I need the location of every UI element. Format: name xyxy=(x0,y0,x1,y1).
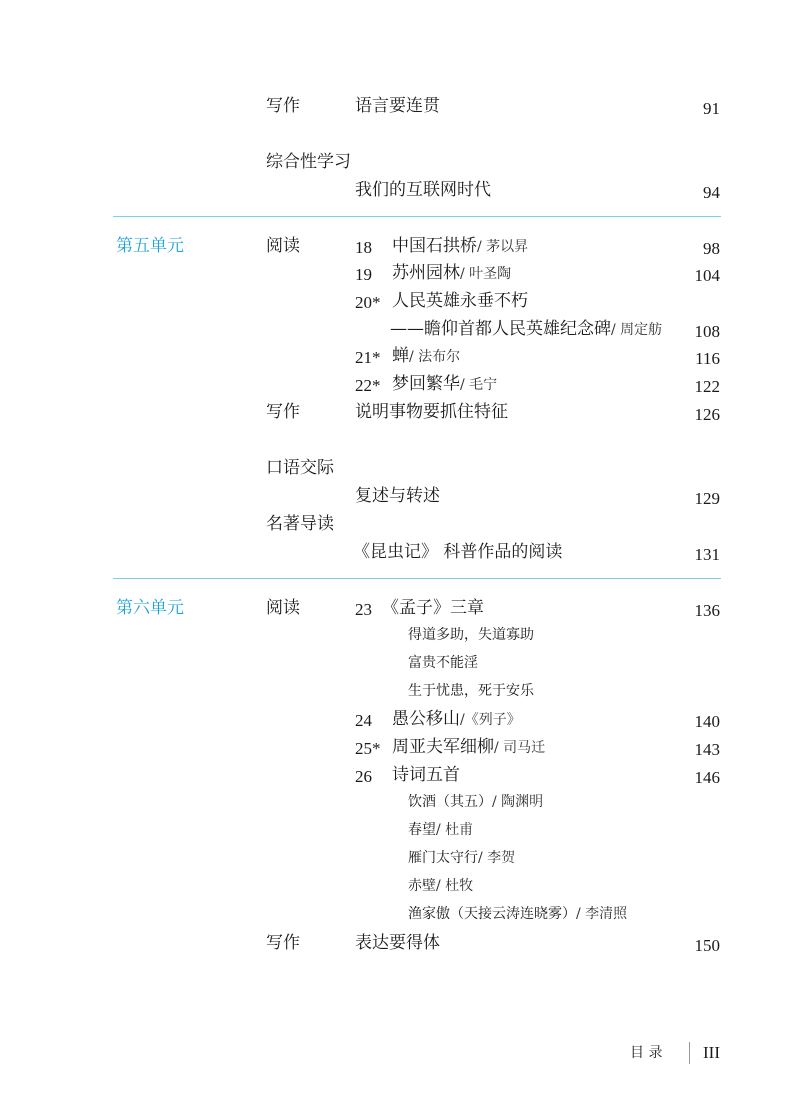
category-writing: 写作 xyxy=(266,96,300,116)
page-number: 146 xyxy=(694,768,720,787)
section-divider xyxy=(113,216,721,217)
lesson-title[interactable]: 中国石拱桥/ 茅以昇 xyxy=(392,236,529,256)
lesson-number: 24 xyxy=(355,711,372,730)
sub-item[interactable]: 富贵不能淫 xyxy=(408,655,478,671)
poem-author: / 杜牧 xyxy=(436,878,474,894)
poem-author: / 李清照 xyxy=(576,906,628,922)
category-writing: 写作 xyxy=(266,402,300,422)
lesson-title[interactable]: 愚公移山/《列子》 xyxy=(392,709,521,729)
page-number: 104 xyxy=(694,266,720,285)
poem-author: / 李贺 xyxy=(478,850,516,866)
lesson-title[interactable]: 诗词五首 xyxy=(392,765,460,785)
lesson-number: 22* xyxy=(355,376,381,395)
poem-item[interactable]: 赤壁/ 杜牧 xyxy=(408,878,474,894)
page-number: 98 xyxy=(703,239,720,258)
page-number: 94 xyxy=(703,183,720,202)
page-number: 140 xyxy=(694,712,720,731)
footer-page-numeral: III xyxy=(703,1043,720,1062)
category-writing: 写作 xyxy=(266,933,300,953)
lesson-author: /《列子》 xyxy=(460,712,521,728)
lesson-title[interactable]: 人民英雄永垂不朽 xyxy=(392,291,528,311)
page-number: 126 xyxy=(694,405,720,424)
unit-label-5: 第五单元 xyxy=(116,236,184,256)
toc-entry-title[interactable]: 语言要连贯 xyxy=(355,96,440,116)
lesson-subtitle: ——瞻仰首都人民英雄纪念碑/ 周定舫 xyxy=(390,319,663,339)
page-number: 136 xyxy=(694,601,720,620)
page-number: 143 xyxy=(694,740,720,759)
lesson-author: / 司马迁 xyxy=(494,740,546,756)
poem-author: / 杜甫 xyxy=(436,822,474,838)
lesson-title[interactable]: 蝉/ 法布尔 xyxy=(392,346,461,366)
poem-author: / 陶渊明 xyxy=(492,794,544,810)
lesson-number: 25* xyxy=(355,739,381,758)
category-reading: 阅读 xyxy=(266,598,300,618)
toc-entry-title[interactable]: 复述与转述 xyxy=(355,486,440,506)
footer-section-label: 目 录 xyxy=(630,1045,663,1061)
toc-entry-title[interactable]: 我们的互联网时代 xyxy=(355,180,491,200)
page-number: 91 xyxy=(703,99,720,118)
category-classics: 名著导读 xyxy=(266,514,334,534)
lesson-author: / 茅以昇 xyxy=(477,239,529,255)
lesson-number: 23 xyxy=(355,600,372,619)
category-comprehensive: 综合性学习 xyxy=(266,152,351,172)
page-number: 129 xyxy=(694,489,720,508)
lesson-number: 19 xyxy=(355,265,372,284)
page-number: 122 xyxy=(694,377,720,396)
unit-label-6: 第六单元 xyxy=(116,598,184,618)
lesson-title[interactable]: 梦回繁华/ 毛宁 xyxy=(392,374,498,394)
page-number: 131 xyxy=(694,545,720,564)
page-number: 150 xyxy=(694,936,720,955)
lesson-number: 18 xyxy=(355,238,372,257)
lesson-title[interactable]: 苏州园林/ 叶圣陶 xyxy=(392,263,512,283)
lesson-number: 26 xyxy=(355,767,372,786)
poem-item[interactable]: 春望/ 杜甫 xyxy=(408,822,474,838)
category-oral: 口语交际 xyxy=(266,458,334,478)
poem-item[interactable]: 饮酒（其五）/ 陶渊明 xyxy=(408,794,544,810)
lesson-number: 20* xyxy=(355,293,381,312)
section-divider xyxy=(113,578,721,579)
lesson-author: / 法布尔 xyxy=(409,349,461,365)
lesson-author: / 叶圣陶 xyxy=(460,266,512,282)
lesson-author: / 毛宁 xyxy=(460,377,498,393)
sub-item[interactable]: 得道多助，失道寡助 xyxy=(408,627,534,643)
lesson-title[interactable]: 《孟子》三章 xyxy=(382,598,484,618)
footer-divider xyxy=(689,1042,690,1064)
page-number: 116 xyxy=(695,349,720,368)
poem-item[interactable]: 渔家傲（天接云涛连晓雾）/ 李清照 xyxy=(408,906,628,922)
toc-entry-title[interactable]: 《昆虫记》 科普作品的阅读 xyxy=(353,542,563,562)
lesson-title[interactable]: 周亚夫军细柳/ 司马迁 xyxy=(392,737,546,757)
page-number: 108 xyxy=(694,322,720,341)
poem-item[interactable]: 雁门太守行/ 李贺 xyxy=(408,850,516,866)
toc-entry-title[interactable]: 说明事物要抓住特征 xyxy=(355,402,508,422)
category-reading: 阅读 xyxy=(266,236,300,256)
toc-entry-title[interactable]: 表达要得体 xyxy=(355,933,440,953)
sub-item[interactable]: 生于忧患，死于安乐 xyxy=(408,683,534,699)
lesson-author: / 周定舫 xyxy=(611,322,663,338)
lesson-number: 21* xyxy=(355,348,381,367)
